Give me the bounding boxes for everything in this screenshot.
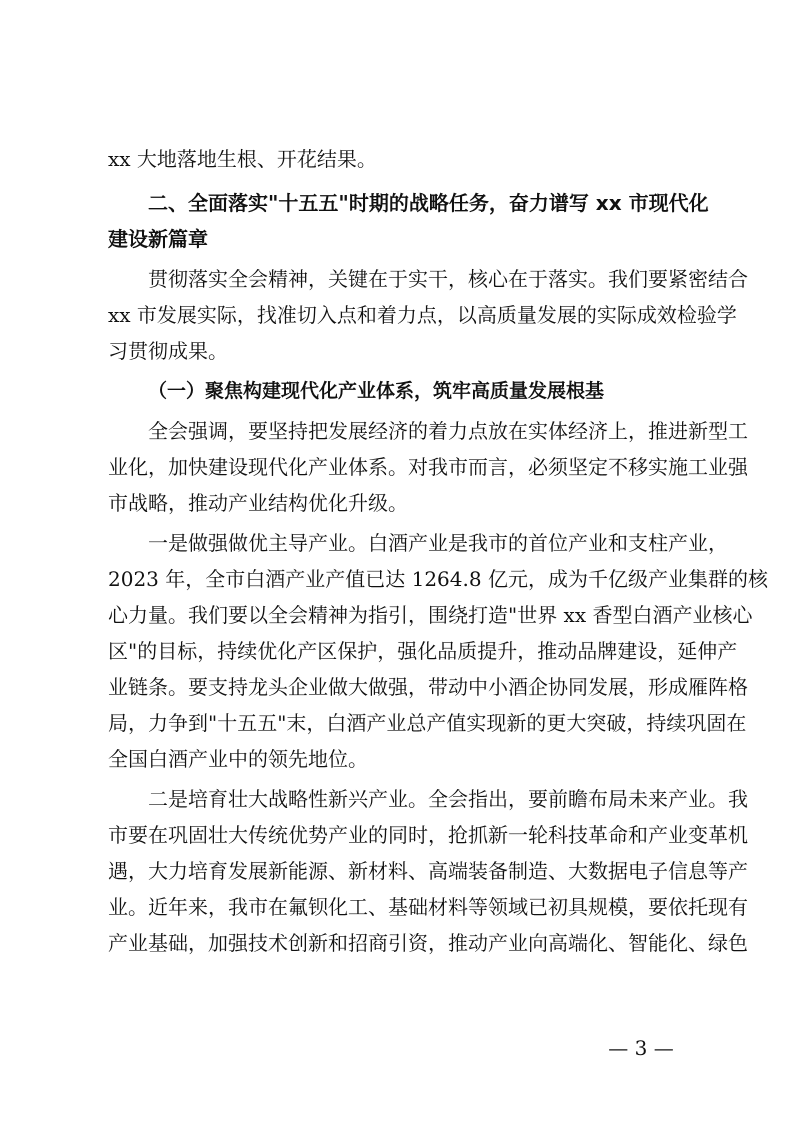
- section-heading: 建设新篇章: [108, 227, 208, 251]
- paragraph-line: 局，力争到"十五五"末，白酒产业总产值实现新的更大突破，持续巩固在: [108, 711, 747, 735]
- paragraph-line: xx 大地落地生根、开花结果。: [108, 147, 377, 171]
- paragraph-line: 遇，大力培育发展新能源、新材料、高端装备制造、大数据电子信息等产: [108, 859, 748, 883]
- paragraph-line: 区"的目标，持续优化产区保护，强化品质提升，推动品牌建设，延伸产: [108, 639, 738, 663]
- paragraph-line: 二是培育壮大战略性新兴产业。全会指出，要前瞻布局未来产业。我: [148, 787, 748, 811]
- paragraph-line: xx 市发展实际，找准切入点和着力点，以高质量发展的实际成效检验学: [108, 303, 737, 327]
- page-number: — 3 —: [608, 1036, 674, 1060]
- paragraph-line: 习贯彻成果。: [108, 339, 228, 363]
- paragraph-line: 全国白酒产业中的领先地位。: [108, 747, 368, 771]
- paragraph-line: 一是做强做优主导产业。白酒产业是我市的首位产业和支柱产业，: [148, 531, 728, 555]
- paragraph-line: 业链条。要支持龙头企业做大做强，带动中小酒企协同发展，形成雁阵格: [108, 675, 748, 699]
- section-heading: 二、全面落实"十五五"时期的战略任务，奋力谱写 xx 市现代化: [148, 191, 709, 215]
- paragraph-line: 业化，加快建设现代化产业体系。对我市而言，必须坚定不移实施工业强: [108, 455, 748, 479]
- paragraph-line: 全会强调，要坚持把发展经济的着力点放在实体经济上，推进新型工: [148, 419, 748, 443]
- paragraph-line: 贯彻落实全会精神，关键在于实干，核心在于落实。我们要紧密结合: [148, 267, 748, 291]
- paragraph-line: 市要在巩固壮大传统优势产业的同时，抢抓新一轮科技革命和产业变革机: [108, 823, 748, 847]
- paragraph-line: 心力量。我们要以全会精神为指引，围绕打造"世界 xx 香型白酒产业核心: [108, 603, 753, 627]
- paragraph-line: 业。近年来，我市在氟钡化工、基础材料等领域已初具规模，要依托现有: [108, 895, 748, 919]
- paragraph-line: 市战略，推动产业结构优化升级。: [108, 491, 408, 515]
- subsection-heading: （一）聚焦构建现代化产业体系，筑牢高质量发展根基: [148, 380, 605, 402]
- paragraph-line: 2023 年，全市白酒产业产值已达 1264.8 亿元，成为千亿级产业集群的核: [108, 567, 768, 591]
- paragraph-line: 产业基础，加强技术创新和招商引资，推动产业向高端化、智能化、绿色: [108, 931, 748, 955]
